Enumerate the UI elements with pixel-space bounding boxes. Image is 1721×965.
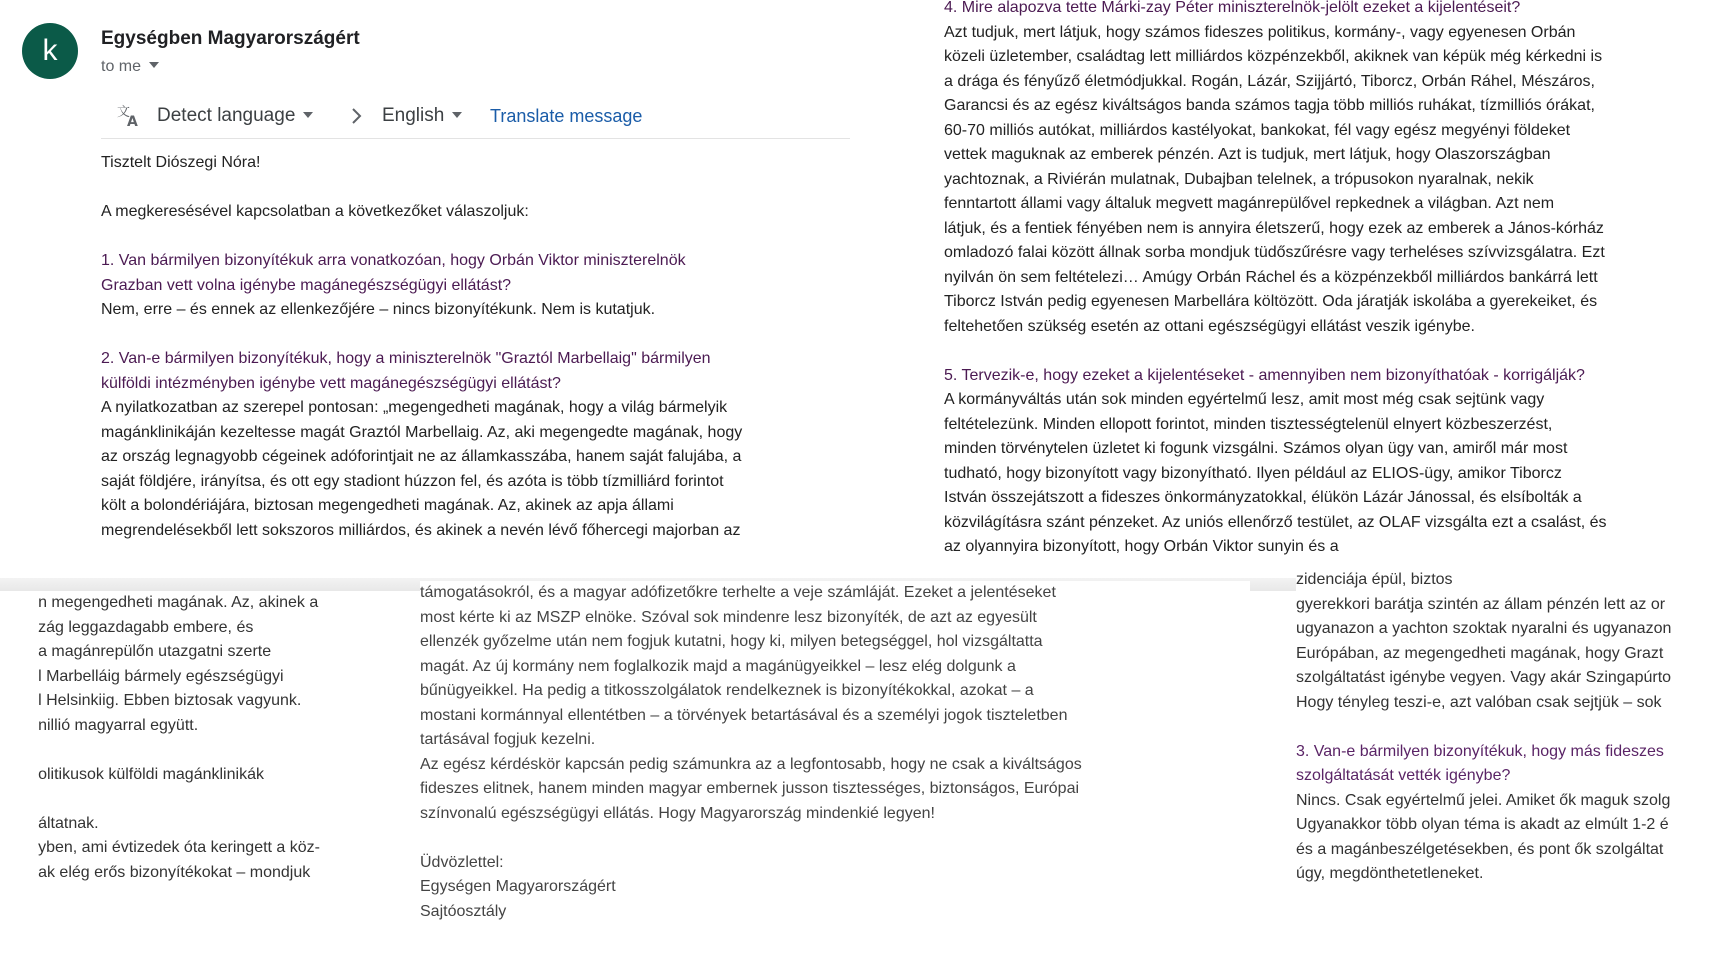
source-language-label: Detect language [157,105,296,126]
text-line: Nem, erre – és ennek az ellenkezőjére – nincs bizonyítékunk. Nem is kutatjuk. [101,301,656,318]
text-line: A megkeresésével kapcsolatban a következőket válaszoljuk: [101,203,529,220]
text-line: gyerekkori barátja szintén az állam pénzén lett az or [1296,595,1666,613]
text-line: úgy, megdönthetetleneket. [1296,865,1484,882]
text-panel-bottom-right [1296,568,1721,965]
text-line: yben, ami évtizedek óta keringett a köz- [38,839,320,856]
chevron-down-icon [303,112,313,118]
text-line: fenntartott állami vagy általuk megvett magánrepülővel repkednek a világban. Azt nem [944,195,1555,212]
text-block [420,581,1082,924]
text-line: fideszes elitnek, hanem minden magyar embernek jusson tisztességes, biztonságos, Európai [420,780,1080,797]
line-gap [944,339,1607,364]
line-gap [101,323,742,348]
translate-bar [101,94,850,139]
translate-message-link[interactable]: Translate message [490,106,643,126]
text-line: magánklinikáján kezeltesse magát Graztól Marbellaig. Az, aki megengedte magának, hogy [101,423,743,441]
text-line: Európában, az megengedheti magának, hogy Grazt [1296,644,1664,662]
text-line: ugyanazon a yachton szoktak nyaralni és ugyanazon [1296,620,1672,637]
line-gap [1296,715,1671,740]
text-line: Üdvözlettel: [420,853,504,871]
text-line: magát. Az új kormány nem foglalkozik majd a magánügyeikkel – lesz elég dolgunk a [420,657,1016,675]
text-block [38,591,320,885]
question-line: 2. Van-e bármilyen bizonyítékuk, hogy a miniszterelnök "Graztól Marbellaig" bármilyen [101,350,711,367]
text-line: feltehetően szükség esetén az ottani egészségügyi ellátást veszik igénybe. [944,317,1475,335]
question-line: szolgáltatását vették igénybe? [1296,767,1511,784]
text-line: nyilván ön sem feltételezi… Amúgy Orbán Ráchel és a közpénzekből milliárdos bankárrá lett [944,268,1598,286]
text-line: támogatásokról, és a magyar adófizetőkre terhelte a veje számláját. Ezeket a jelentéseket [420,584,1056,601]
text-line: zidenciája épül, biztos [1296,571,1453,588]
recipient-dropdown[interactable] [101,58,159,76]
question-line: külföldi intézményben igénybe vett magánegészségügyi ellátást? [101,374,561,392]
text-line: Az egész kérdéskör kapcsán pedig számunkra az a legfontosabb, hogy ne csak a kiváltságos [420,755,1082,773]
text-line: saját földjére, irányítsa, és ott egy stadiont húzzon fel, és azóta is több tízmilliárd forintot [101,472,724,490]
line-gap [38,738,320,763]
sender-name: Egységben Magyarországért [101,28,360,49]
text-line: közvilágításra szánt pénzeket. Az uniós ellenőrző testület, az OLAF vizsgálta ezt a csalást, és [944,513,1607,531]
chevron-right-icon [347,104,367,128]
text-line: A nyilatkozatban az szerepel pontosan: „megengedheti magának, hogy a világ bármelyik [101,399,728,416]
text-line: Nincs. Csak egyértelmű jelei. Amiket ők maguk szolg [1296,791,1671,809]
question-line: 3. Van-e bármilyen bizonyítékuk, hogy más fideszes [1296,742,1664,760]
text-line: Ugyanakkor több olyan téma is akadt az elmúlt 1-2 é [1296,816,1669,833]
line-gap [38,787,320,812]
text-line: bűnügyeikkel. Ha pedig a titkosszolgálatok rendelkeznek is bizonyítékokkal, azokat – a [420,682,1034,699]
text-line: Azt tudjuk, mert látjuk, hogy számos fideszes politikus, kormány-, vagy egyenesen Orbán [944,23,1576,41]
text-line: minden törvénytelen üzletet ki fogunk vizsgálni. Számos olyan ügy van, amiről már most [944,440,1568,457]
text-line: tudható, hogy bizonyított vagy bizonyítható. Ilyen például az ELIOS-ügy, amikor Tiborcz [944,464,1562,482]
svg-text:A: A [127,114,138,128]
text-line: yachtoznak, a Riviérán mulatnak, Dubajban telelnek, a trópusokon nyaralnak, nekik [944,170,1534,188]
line-gap [420,826,1082,851]
text-line: Egységen Magyarországért [420,878,616,895]
text-line: vettek maguknak az emberek pénzén. Azt is tudjuk, mert látjuk, hogy Olaszországban [944,146,1551,163]
translate-icon [116,102,142,128]
text-line: ellenzék győzelme után nem fogjuk kutatni, hogy ki, milyen betegséggel, hol vizsgáltatta [420,633,1043,650]
avatar[interactable]: k [22,23,78,79]
question-line: Grazban vett volna igénybe magánegészségügyi ellátást? [101,276,512,294]
text-line: Tisztelt Diószegi Nóra! [101,154,261,171]
text-line: 60-70 milliós autókat, milliárdos kastélyokat, bankokat, fél vagy egész megyényi földeket [944,121,1571,139]
text-line: megrendelésekből lett sokszoros milliárdos, és akinek a nevén lévő főhercegi majorban az [101,521,741,539]
text-line: nillió magyarral együtt. [38,716,199,734]
text-line: Tiborcz István pedig egyenesen Marbellára költözött. Oda járatják iskolába a gyerekeiket, és [944,293,1598,310]
text-line: feltételezünk. Minden ellopott forintot, minden tisztességtelenül elnyert közbeszerzést, [944,415,1553,433]
text-line: és a magánbeszélgetésekben, és pont ők szolgáltat [1296,840,1664,858]
text-line: látjuk, és a fentiek fényében nem is annyira életszerű, hogy ezek az emberek a János-kórház [944,219,1604,237]
recipient-label: to me [101,58,142,75]
text-line: a magánrepülőn utazgatni szerte [38,643,272,660]
text-block [1296,568,1671,887]
target-language-label: English [382,105,445,126]
text-line: Garancsi és az egész kiváltságos banda számos tagja több milliós ruhákat, tízmilliós órákat, [944,97,1595,114]
line-gap [101,176,742,201]
text-line: tartásával fogjuk kezelni. [420,731,596,748]
text-line: szolgáltatást igénybe vegyen. Vagy akár Szingapúrto [1296,669,1672,686]
text-line: l Marbelláig bármely egészségügyi [38,667,284,685]
text-line: most kérte ki az MSZP elnöke. Szóval sok mindenre lesz bizonyíték, de azt az egyesült [420,608,1037,626]
question-line: 1. Van bármilyen bizonyítékuk arra vonatkozóan, hogy Orbán Viktor miniszterelnök [101,252,686,269]
text-panel-bottom-middle [420,581,1250,965]
source-language-select[interactable] [157,105,313,127]
chevron-down-icon [149,62,159,68]
text-line: n megengedheti magának. Az, akinek a [38,594,319,611]
text-panel-right-top [944,0,1721,578]
text-line: Sajtóosztály [420,902,507,920]
text-line: ak elég erős bizonyítékokat – mondjuk [38,863,311,881]
text-panel-bottom-left [0,591,430,965]
text-line: A kormányváltás után sok minden egyértelmű lesz, amit most még csak sejtünk vagy [944,391,1545,408]
chevron-down-icon [452,112,462,118]
text-line: az ország legnagyobb cégeinek adóforintjait ne az államkasszába, hanem saját falujába, a [101,448,742,465]
question-line: olitikusok külföldi magánklinikák [38,765,264,783]
email-body [101,151,742,543]
text-line: l Helsinkiig. Ebben biztosak vagyunk. [38,692,302,709]
target-language-select[interactable] [382,105,462,127]
svg-text:文: 文 [117,105,131,120]
question-line: 5. Tervezik-e, hogy ezeket a kijelentéseket - amennyiben nem bizonyíthatóak - korrigálják? [944,366,1585,384]
text-line: Hogy tényleg teszi-e, azt valóban csak sejtjük – sok [1296,693,1662,711]
text-block [944,0,1607,560]
text-line: az olyannyira bizonyított, hogy Orbán Viktor sunyin és a [944,538,1339,555]
question-line: 4. Mire alapozva tette Márki-zay Péter miniszterelnök-jelölt ezeket a kijelentéseit? [944,0,1521,16]
text-line: a drága és fényűző életmódjukkal. Rogán, Lázár, Szijjártó, Tiborcz, Orbán Ráhel, Mészáros, [944,72,1595,90]
text-line: költ a bolondériájára, biztosan megengedheti magának. Az, akinek az apja állami [101,497,674,514]
email-panel [0,0,850,578]
line-gap [101,225,742,250]
text-line: színvonalú egészségügyi ellátás. Hogy Magyarország mindenkié legyen! [420,804,935,822]
text-line: közeli üzletember, családtag lett milliárdos közpénzekből, akiknek van képük még kérkedni is [944,48,1603,65]
text-line: mostani kormánnyal ellentétben – a törvények betartásával és a személyi jogok tiszteletben [420,706,1068,724]
text-line: zág leggazdagabb embere, és [38,618,254,636]
text-line: áltatnak. [38,814,99,832]
text-line: István összejátszott a fideszes önkormányzatokkal, élükön Lázár Jánossal, és elsíbolták a [944,489,1582,506]
text-line: omladozó falai között állnak sorba mondjuk tüdőszűrésre vagy terheléses szívvizsgálatra. Ezt [944,244,1605,261]
